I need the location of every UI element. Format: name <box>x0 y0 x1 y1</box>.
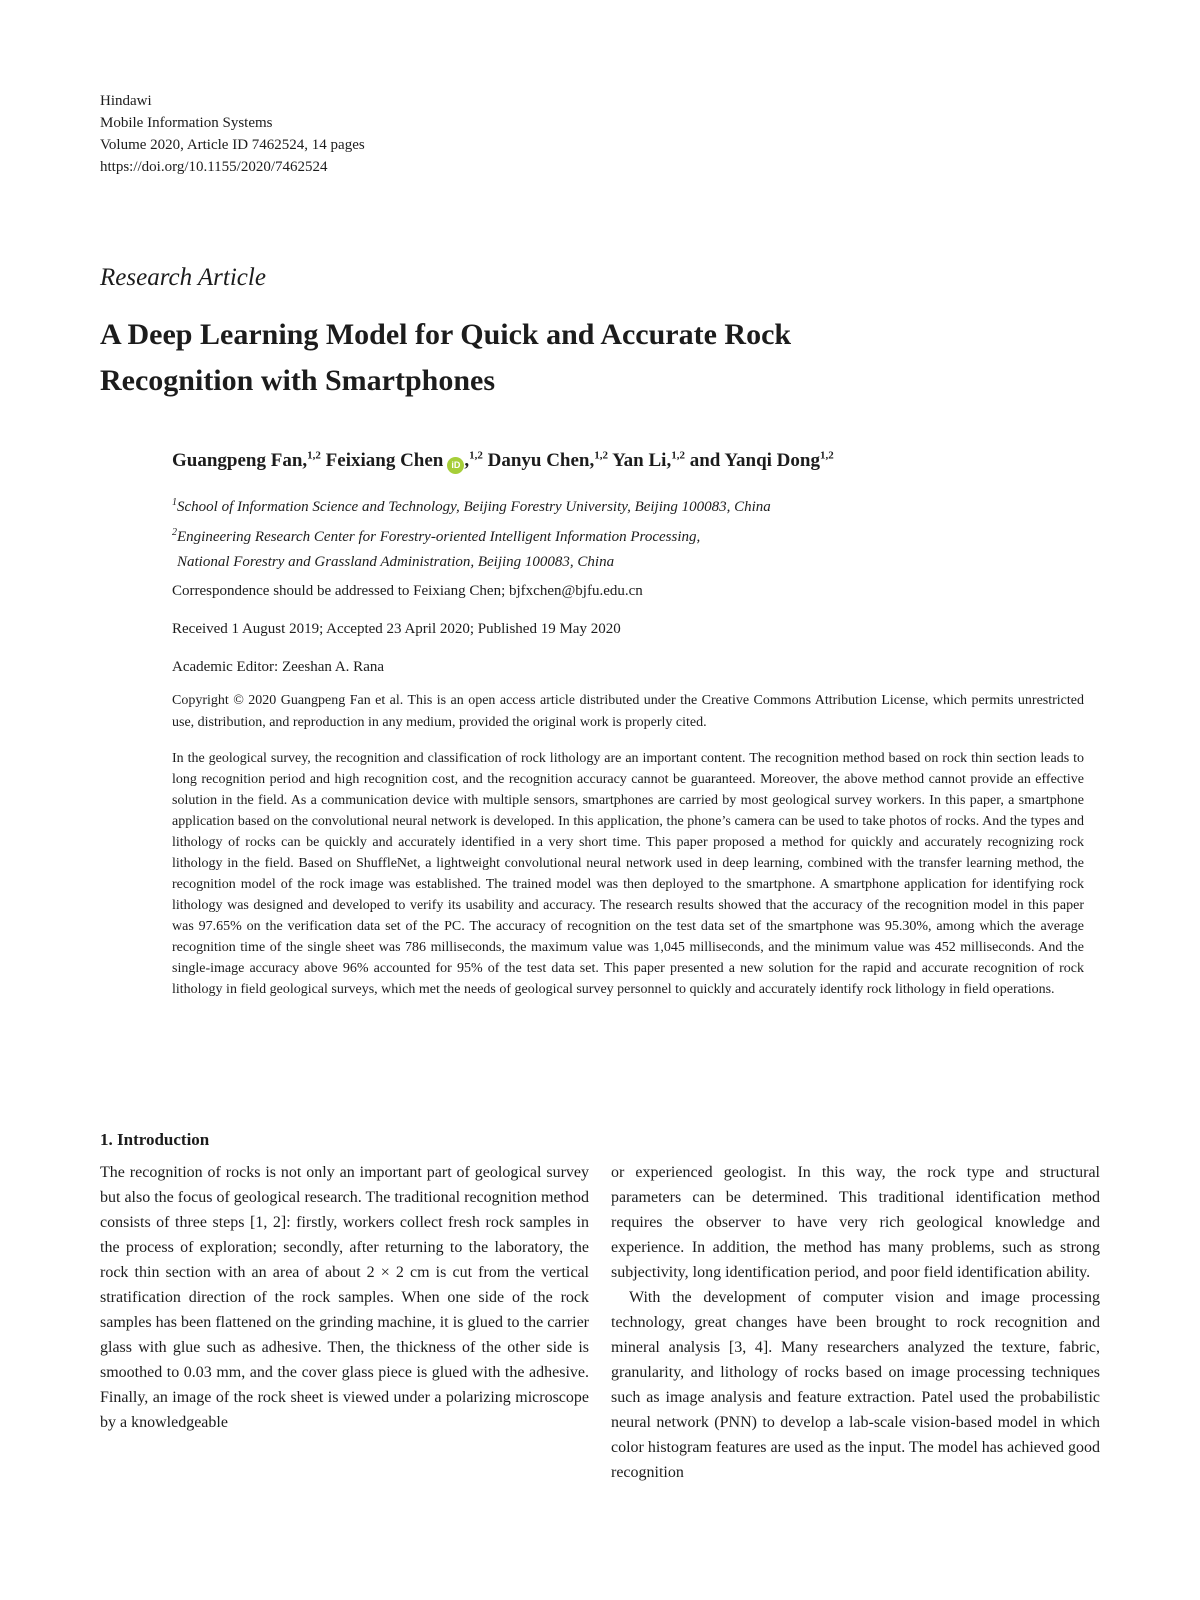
orcid-icon[interactable] <box>447 457 464 474</box>
title-line-2: Recognition with Smartphones <box>100 364 496 397</box>
author <box>326 450 483 471</box>
page-title <box>100 312 1080 404</box>
author-name: Yan Li, <box>612 450 672 472</box>
affiliation-list <box>172 490 1092 575</box>
correspondence-line <box>172 583 1084 600</box>
author-suffix: , <box>464 450 470 472</box>
journal-header <box>100 90 365 178</box>
article-type-label: Research Article <box>100 264 266 291</box>
copyright-notice: Copyright © 2020 Guangpeng Fan et al. This is an open access article distributed under the Creative Commons Attribution License, which permits unrestricted use, distribution, and reproduction in any medium, provided the original work is properly cited. <box>172 693 1084 730</box>
volume-info: Volume 2020, Article ID 7462524, 14 pages <box>100 137 365 153</box>
doi-link[interactable]: https://doi.org/10.1155/2020/7462524 <box>100 159 328 175</box>
author-name: Danyu Chen, <box>487 450 595 472</box>
affil-text: School of Information Science and Technology, Beijing Forestry University, Beijing 100083, China <box>177 499 771 515</box>
author-affil-marker: 1,2 <box>671 450 685 462</box>
publisher-name: Hindawi <box>100 93 152 109</box>
author-affil-marker: 1,2 <box>819 450 834 462</box>
intro-paragraph: or experienced geologist. In this way, the rock type and structural parameters can be determined. This traditional identification method requires the observer to have very rich geological knowledge and experience. In addition, the method has many problems, such as strong subjectivity, long identification period, and poor field identification ability. <box>611 1164 1100 1281</box>
author-list <box>172 450 1092 474</box>
correspondence-email[interactable]: bjfxchen@bjfu.edu.cn <box>509 583 643 599</box>
author <box>612 450 685 471</box>
affiliation <box>172 520 1092 550</box>
section-heading-introduction: 1. Introduction <box>100 1130 210 1149</box>
journal-name: Mobile Information Systems <box>100 115 273 131</box>
abstract-text: In the geological survey, the recognition and classification of rock lithology are an important content. The recognition method based on rock thin section leads to long recognition period and high recognition cost, and the recognition accuracy cannot be guaranteed. Moreover, the above method cannot provide an effective solution in the field. As a communication device with multiple sensors, smartphones are carried by most geological survey workers. In this paper, a smartphone application based on the convolutional neural network is developed. In this application, the phone’s camera can be used to take photos of rocks. And the types and lithology of rocks can be quickly and accurately identified in a very short time. This paper proposed a method for quickly and accurately recognizing rock lithology in the field. Based on ShuffleNet, a lightweight convolutional neural network used in deep learning, combined with the transfer learning method, the recognition model of the rock image was established. The trained model was then deployed to the smartphone. A smartphone application for identifying rock lithology was designed and developed to verify its usability and accuracy. The research results showed that the accuracy of the recognition model in this paper was 97.65% on the verification data set of the PC. The accuracy of recognition on the test data set of the smartphone was 95.30%, among which the average recognition time of the single sheet was 786 milliseconds, the maximum value was 1,045 milliseconds, and the minimum value was 452 milliseconds. And the single-image accuracy above 96% accounted for 95% of the test data set. This paper presented a new solution for the rapid and accurate recognition of rock lithology in field geological surveys, which met the needs of geological survey personnel to quickly and accurately identify rock lithology in field operations. <box>172 751 1084 997</box>
affiliation <box>172 490 1092 520</box>
affil-marker: 1 <box>172 497 177 508</box>
right-column <box>611 1160 1100 1485</box>
affil-marker: 2 <box>172 527 177 538</box>
affil-text: Engineering Research Center for Forestry-oriented Intelligent Information Processing, <box>177 529 701 545</box>
left-column <box>100 1160 589 1485</box>
intro-paragraph: The recognition of rocks is not only an important part of geological survey but also the focus of geological research. The traditional recognition method consists of three steps [1, 2]: firstly, workers collect fresh rock samples in the process of exploration; secondly, after returning to the laboratory, the rock thin section with an area of about 2 × 2 cm is cut from the vertical stratification direction of the rock samples. When one side of the rock samples has been flattened on the grinding machine, it is glued to the carrier glass with glue such as adhesive. Then, the thickness of the other side is smoothed to 0.03 mm, and the cover glass piece is glued with the adhesive. Finally, an image of the rock sheet is viewed under a polarizing microscope by a knowledgeable <box>100 1164 589 1431</box>
author <box>690 450 834 471</box>
intro-paragraph: With the development of computer vision and image processing technology, great changes have been brought to rock recognition and mineral analysis [3, 4]. Many researchers analyzed the texture, fabric, granularity, and lithology of rocks based on image processing techniques such as image analysis and feature extraction. Patel used the probabilistic neural network (PNN) to develop a lab-scale vision-based model in which color histogram features are used as the input. The model has achieved good recognition <box>611 1289 1100 1481</box>
introduction-body <box>100 1160 1100 1485</box>
author-affil-marker: 1,2 <box>469 450 483 462</box>
author-affil-marker: 1,2 <box>307 450 321 462</box>
author <box>488 450 608 471</box>
orcid-icon-glyph: iD <box>451 460 461 471</box>
correspondence-prefix: Correspondence should be addressed to Feixiang Chen; <box>172 583 510 599</box>
author <box>172 450 321 471</box>
affiliation-continuation <box>172 550 1092 575</box>
affil-text: National Forestry and Grassland Administration, Beijing 100083, China <box>177 554 615 570</box>
author-name: and Yanqi Dong <box>689 450 820 472</box>
academic-editor: Academic Editor: Zeeshan A. Rana <box>172 659 385 675</box>
author-name: Guangpeng Fan, <box>172 450 308 472</box>
author-affil-marker: 1,2 <box>594 450 609 462</box>
article-history: Received 1 August 2019; Accepted 23 April 2020; Published 19 May 2020 <box>172 621 621 637</box>
title-line-1: A Deep Learning Model for Quick and Accurate Rock <box>100 318 792 351</box>
author-name: Feixiang Chen <box>325 450 444 472</box>
